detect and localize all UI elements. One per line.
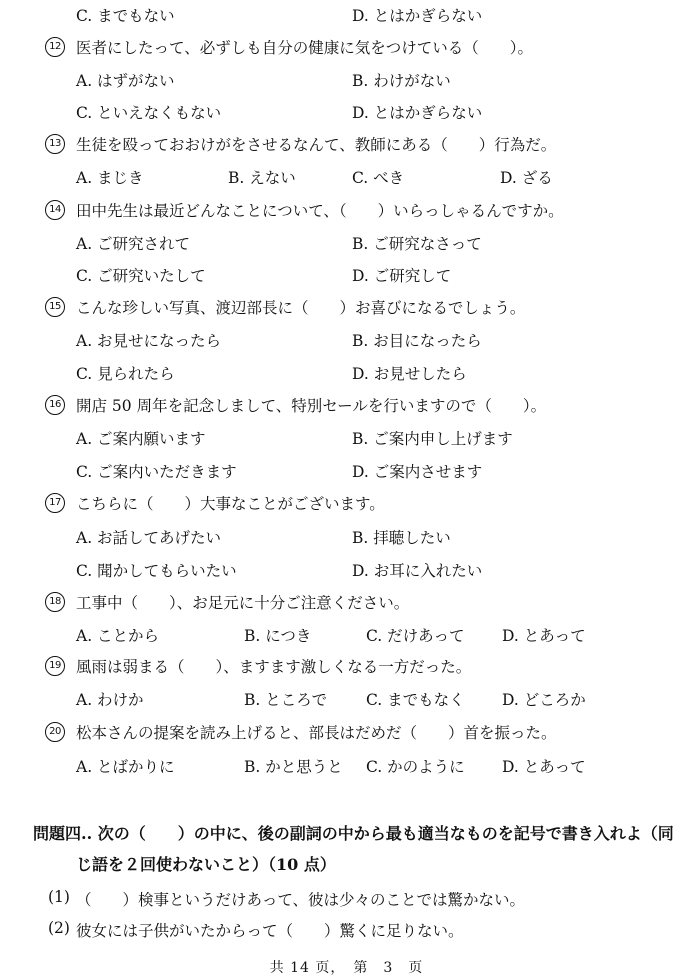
option-a: A. ご案内願います	[76, 430, 206, 448]
option-c: C. までもなく	[366, 691, 465, 709]
option-d: D. ご案内させます	[352, 463, 483, 481]
option-d: D. ご研究して	[352, 267, 452, 285]
option-a: A. ご研究されて	[76, 235, 191, 253]
option-b: B. ご研究なさって	[352, 235, 482, 253]
question-text: 風雨は弱まる（ ）、ますます激しくなる一方だった。	[76, 658, 472, 676]
option-c: C. ご研究いたして	[76, 267, 206, 285]
question-number: 13	[45, 134, 65, 154]
option-d: D. お耳に入れたい	[352, 562, 483, 580]
option-b: B. かと思うと	[244, 758, 343, 776]
page-footer: 共 14 页， 第 3 页	[269, 960, 424, 976]
question-number: 12	[45, 37, 65, 57]
question-text: こちらに（ ）大事なことがございます。	[76, 495, 385, 513]
question-number: 15	[45, 297, 65, 317]
item-number: (1)	[48, 888, 70, 906]
question-text: こんな珍しい写真、渡辺部長に（ ）お喜びになるでしょう。	[76, 299, 526, 317]
option-c: C. ご案内いただきます	[76, 463, 237, 481]
option-b: B. お目になったら	[352, 332, 482, 350]
item-text: （ ）検事というだけあって、彼は少々のことでは驚かない。	[76, 891, 526, 909]
section-title-cont: じ語を２回使わないこと）（10 点）	[76, 855, 336, 874]
option-b: B. ところで	[244, 691, 328, 709]
item-text: 彼女には子供がいたからって（ ）驚くに足りない。	[76, 922, 464, 940]
question-text: 生徒を殴っておおけがをさせるなんて、教師にある（ ）行為だ。	[76, 136, 557, 154]
question-number: 18	[45, 592, 65, 612]
option-d: D. とあって	[502, 758, 586, 776]
option-c: C. べき	[352, 169, 405, 187]
option-b: B. わけがない	[352, 72, 451, 90]
option-d: D. ざる	[500, 169, 553, 187]
option-b: B. 拝聴したい	[352, 529, 451, 547]
option-c: C. といえなくもない	[76, 104, 222, 122]
option-a: A. わけか	[76, 691, 144, 709]
option-a: A. お見せになったら	[76, 332, 222, 350]
option-a: A. とばかりに	[76, 758, 175, 776]
option-c: C. 聞かしてもらいたい	[76, 562, 237, 580]
option-a: A. はずがない	[76, 72, 175, 90]
option-d-prev: D. とはかぎらない	[352, 7, 483, 25]
question-number: 17	[45, 493, 65, 513]
question-number: 14	[45, 200, 65, 220]
question-text: 田中先生は最近どんなことについて、（ ）いらっしゃるんですか。	[76, 202, 564, 220]
section-title: 問題四.. 次の（ ）の中に、後の副詞の中から最も適当なものを記号で書き入れよ（同	[33, 824, 674, 843]
question-text: 松本さんの提案を読み上げると、部長はだめだ（ ）首を振った。	[76, 724, 557, 742]
option-c-prev: C. までもない	[76, 7, 175, 25]
option-c: C. かのように	[366, 758, 465, 776]
option-d: D. お見せしたら	[352, 365, 467, 383]
question-number: 20	[45, 722, 65, 742]
option-a: A. まじき	[76, 169, 144, 187]
option-d: D. とはかぎらない	[352, 104, 483, 122]
question-number: 16	[45, 395, 65, 415]
option-b: B. につき	[244, 627, 312, 645]
question-text: 開店 50 周年を記念しまして、特別セールを行いますので（ ）。	[76, 397, 547, 415]
question-number: 19	[45, 656, 65, 676]
option-b: B. えない	[228, 169, 296, 187]
question-text: 工事中（ ）、お足元に十分ご注意ください。	[76, 594, 410, 612]
option-c: C. 見られたら	[76, 365, 175, 383]
option-d: D. どころか	[502, 691, 586, 709]
option-a: A. お話してあげたい	[76, 529, 222, 547]
item-number: (2)	[48, 919, 70, 937]
option-b: B. ご案内申し上げます	[352, 430, 513, 448]
option-c: C. だけあって	[366, 627, 465, 645]
option-a: A. ことから	[76, 627, 160, 645]
option-d: D. とあって	[502, 627, 586, 645]
question-text: 医者にしたって、必ずしも自分の健康に気をつけている（ ）。	[76, 39, 533, 57]
